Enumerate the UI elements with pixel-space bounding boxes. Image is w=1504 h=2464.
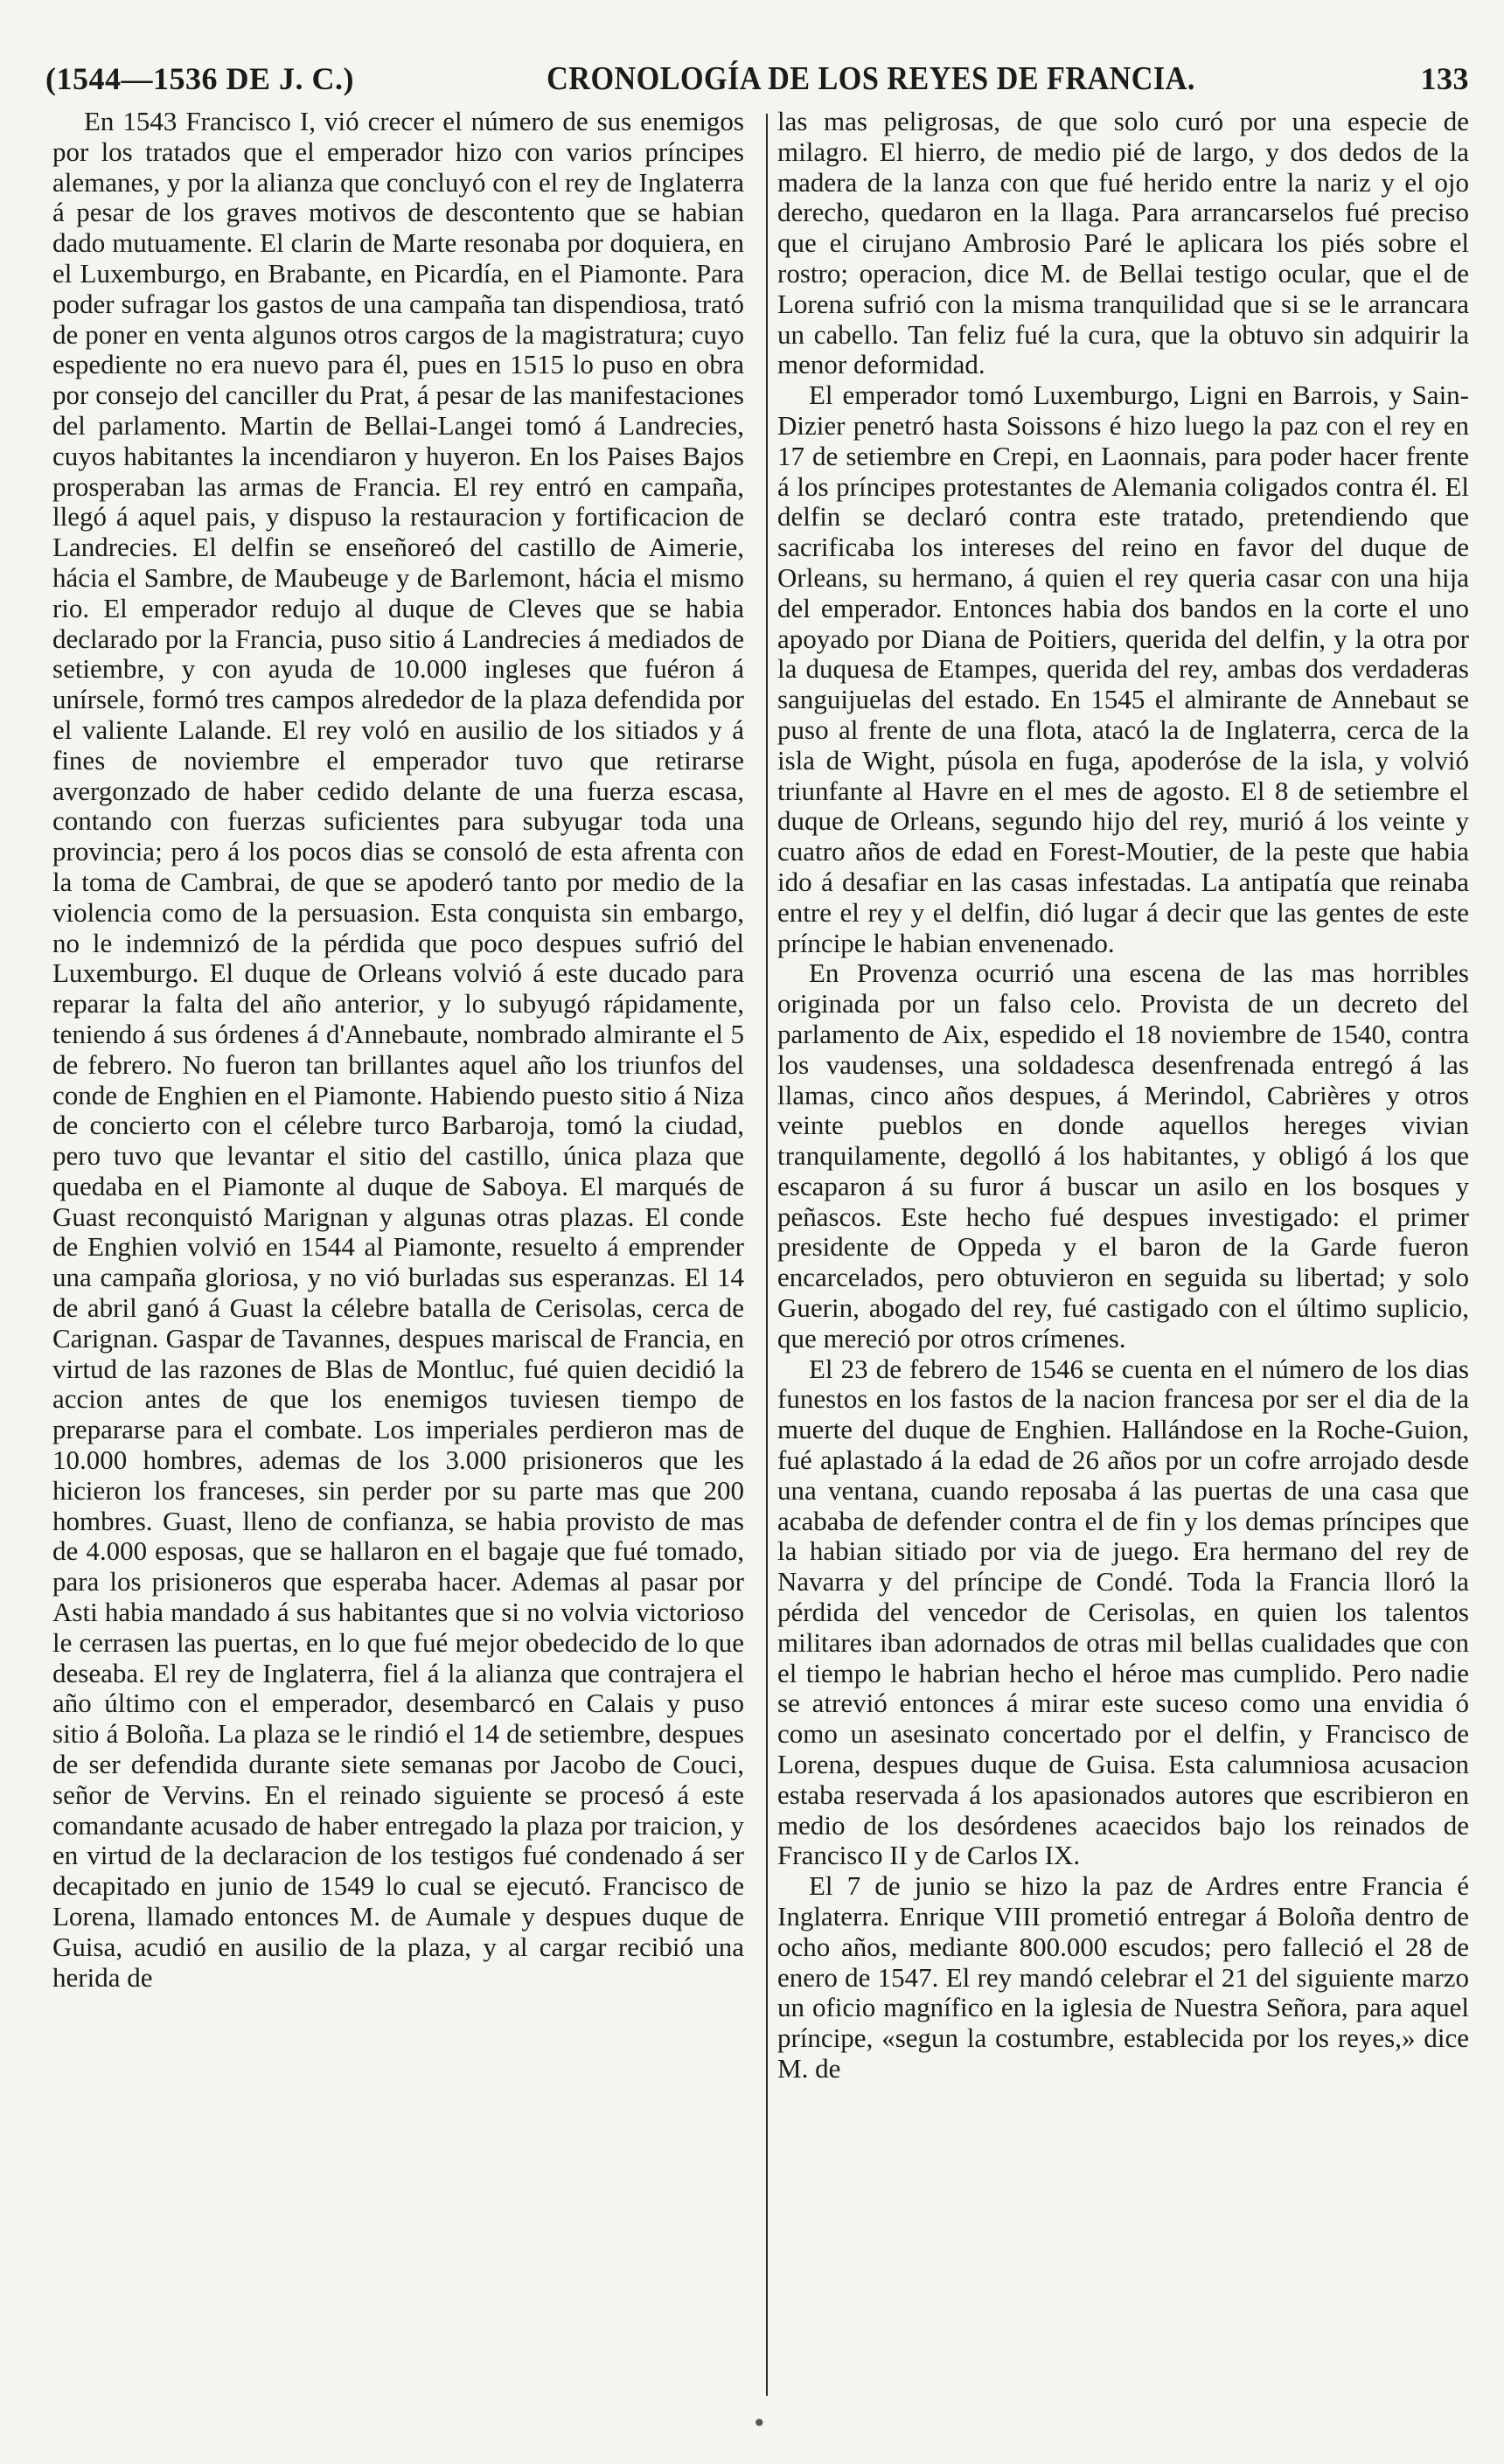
page-number: 133 — [1420, 61, 1469, 96]
left-column — [52, 107, 744, 2408]
paragraph: las mas peligrosas, de que solo curó por una especie de milagro. El hierro, de medio pié de largo, y dos dedos de la madera de la lanza con que fué herido entre la nariz y el ojo derecho, quedaron en la llaga. Para arrancarselos fué preciso que el cirujano Ambrosio Paré le aplicara los piés sobre el rostro; operacion, dice M. de Bellai testigo ocular, que el de Lorena sufrió con la misma tranquilidad que si se le arrancara un cabello. Tan feliz fué la cura, que la obtuvo sin adquirir la menor deformidad. — [777, 107, 1469, 380]
paragraph: El emperador tomó Luxemburgo, Ligni en Barrois, y Sain-Dizier penetró hasta Soissons é hizo luego la paz con el rey en 17 de setiembre en Crepi, en Laonnais, para poder hacer frente á los príncipes protestantes de Alemania coligados contra él. El delfin se declaró contra este tratado, pretendiendo que sacrificaba los intereses del reino en favor del duque de Orleans, su hermano, á quien el rey queria casar con una hija del emperador. Entonces habia dos bandos en la corte el uno apoyado por Diana de Poitiers, querida del delfin, y la otra por la duquesa de Etampes, querida del rey, ambas dos verdaderas sanguijuelas del estado. En 1545 el almirante de Annebaut se puso al frente de una flota, atacó la de Inglaterra, cerca de la isla de Wight, púsola en fuga, apoderóse de la isla, y volvió triunfante al Havre en el mes de agosto. El 8 de setiembre el duque de Orleans, segundo hijo del rey, murió á los veinte y cuatro años de edad en Forest-Moutier, de la peste que habia ido á desafiar en las casas infestadas. La antipatía que reinaba entre el rey y el delfin, dió lugar á decir que las gentes de este príncipe le habian envenenado. — [777, 379, 1469, 958]
header-title: CRONOLOGÍA DE LOS REYES DE FRANCIA. — [547, 60, 1195, 97]
paragraph: En 1543 Francisco I, vió crecer el número de sus enemigos por los tratados que el emperador hizo con varios príncipes alemanes, y por la alianza que concluyó con el rey de Inglaterra á pesar de los graves motivos de descontento que se habian dado mutuamente. El clarin de Marte resonaba por doquiera, en el Luxemburgo, en Brabante, en Picardía, en el Piamonte. Para poder sufragar los gastos de una campaña tan dispendiosa, trató de poner en venta algunos otros cargos de la magistratura; cuyo espediente no era nuevo para él, pues en 1515 lo puso en obra por consejo del canciller du Prat, á pesar de las manifestaciones del parlamento. Martin de Bellai-Langei tomó á Landrecies, cuyos habitantes la incendiaron y huyeron. En los Paises Bajos prosperaban las armas de Francia. El rey entró en campaña, llegó á aquel pais, y dispuso la restauracion y fortificacion de Landrecies. El delfin se enseñoreó del castillo de Aimerie, hácia el Sambre, de Maubeuge y de Barlemont, hácia el mismo rio. El emperador redujo al duque de Cleves que se habia declarado por la Francia, puso sitio á Landrecies á mediados de setiembre, y con ayuda de 10.000 ingleses que fuéron á unírsele, formó tres campos alrededor de la plaza defendida por el valiente Lalande. El rey voló en ausilio de los sitiados y á fines de noviembre el emperador tuvo que retirarse avergonzado de haber cedido delante de una fuerza escasa, contando con fuerzas suficientes para subyugar toda una provincia; pero á los pocos dias se consoló de esta afrenta con la toma de Cambrai, de que se apoderó tanto por medio de la violencia como de la persuasion. Esta conquista sin embargo, no le indemnizó de la pérdida que poco despues sufrió del Luxemburgo. El duque de Orleans volvió á este ducado para reparar la falta del año anterior, y lo subyugó rápidamente, teniendo á sus órdenes á d'Annebaute, nombrado almirante el 5 de febrero. No fueron tan brillantes aquel año los triunfos del conde de Enghien en el Piamonte. Habiendo puesto sitio á Niza de concierto con el célebre turco Barbaroja, tomó la ciudad, pero tuvo que levantar el sitio del castillo, única plaza que quedaba en el Piamonte al duque de Saboya. El marqués de Guast reconquistó Marignan y algunas otras plazas. El conde de Enghien volvió en 1544 al Piamonte, resuelto á emprender una campaña gloriosa, y no vió burladas sus esperanzas. El 14 de abril ganó á Guast la célebre batalla de Cerisolas, cerca de Carignan. Gaspar de Tavannes, despues mariscal de Francia, en virtud de las razones de Blas de Montluc, fué quien decidió la accion antes de que los enemigos tuviesen tiempo de prepararse para el combate. Los imperiales perdieron mas de 10.000 hombres, ademas de los 3.000 prisioneros que les hicieron los franceses, sin perder por su parte mas que 200 hombres. Guast, lleno de confianza, se habia provisto de mas de 4.000 esposas, que se hallaron en el bagaje que fué tomado, para los prisioneros que esperaba hacer. Ademas al pasar por Asti habia mandado á sus habitantes que si no volvia victorioso le cerrasen las puertas, en lo que fué mejor obedecido de lo que deseaba. El rey de Inglaterra, fiel á la alianza que contrajera el año último con el emperador, desembarcó en Calais y puso sitio á Boloña. La plaza se le rindió el 14 de setiembre, despues de ser defendida durante siete semanas por Jacobo de Couci, señor de Vervins. En el reinado siguiente se procesó á este comandante acusado de haber entregado la plaza por traicion, y en virtud de la declaracion de los testigos fué condenado á ser decapitado en junio de 1549 lo cual se ejecutó. Francisco de Lorena, llamado entonces M. de Aumale y despues duque de Guisa, acudió en ausilio de la plaza, y al cargar recibió una herida de — [52, 107, 744, 1993]
document-page — [35, 35, 1469, 2438]
page-dot: • — [752, 2409, 767, 2438]
header-date-range: (1544—1536 DE J. C.) — [45, 61, 354, 96]
paragraph: El 7 de junio se hizo la paz de Ardres entre Francia é Inglaterra. Enrique VIII prometió entregar á Boloña dentro de ocho años, mediante 800.000 escudos; pero falleció el 28 de enero de 1547. El rey mandó celebrar el 21 del siguiente marzo un oficio magnífico en la iglesia de Nuestra Señora, para aquel príncipe, «segun la costumbre, establecida por los reyes,» dice M. de — [777, 1870, 1469, 2084]
paragraph: En Provenza ocurrió una escena de las mas horribles originada por un falso celo. Provista de un decreto del parlamento de Aix, espedido el 18 noviembre de 1540, contra los vaudenses, una soldadesca desenfrenada entregó á las llamas, cinco años despues, á Merindol, Cabrières y otros veinte pueblos en donde aquellos hereges vivian tranquilamente, degolló á los habitantes, y obligó á los que escaparon á su furor á buscar un asilo en los bosques y peñascos. Este hecho fué despues investigado: el primer presidente de Oppeda y el baron de la Garde fueron encarcelados, pero obtuvieron en seguida su libertad; y solo Guerin, abogado del rey, fué castigado con el último suplicio, que mereció por otros crímenes. — [777, 957, 1469, 1354]
text-columns — [52, 107, 1469, 2408]
right-column — [777, 107, 1469, 2408]
paragraph: El 23 de febrero de 1546 se cuenta en el número de los dias funestos en los fastos de la nacion francesa por ser el dia de la muerte del duque de Enghien. Hallándose en la Roche-Guion, fué aplastado á la edad de 26 años por un cofre arrojado desde una ventana, cuando reposaba á las puertas de una casa que acababa de defender contra el de fin y los demas príncipes que la habian sitiado por via de juego. Era hermano del rey de Navarra y del príncipe de Condé. Toda la Francia lloró la pérdida del vencedor de Cerisolas, en quien los talentos militares iban adornados de otras mil bellas cualidades que con el tiempo le habrian hecho el héroe mas cumplido. Pero nadie se atrevió entonces á mirar este suceso como una envidia ó como un asesinato concertado por el delfin, y Francisco de Lorena, despues duque de Guisa. Esta calumniosa acusacion estaba reservada á los apasionados autores que escribieron en medio de los desórdenes acaecidos bajo los reinados de Francisco II y de Carlos IX. — [777, 1353, 1469, 1871]
running-header — [45, 54, 1469, 103]
